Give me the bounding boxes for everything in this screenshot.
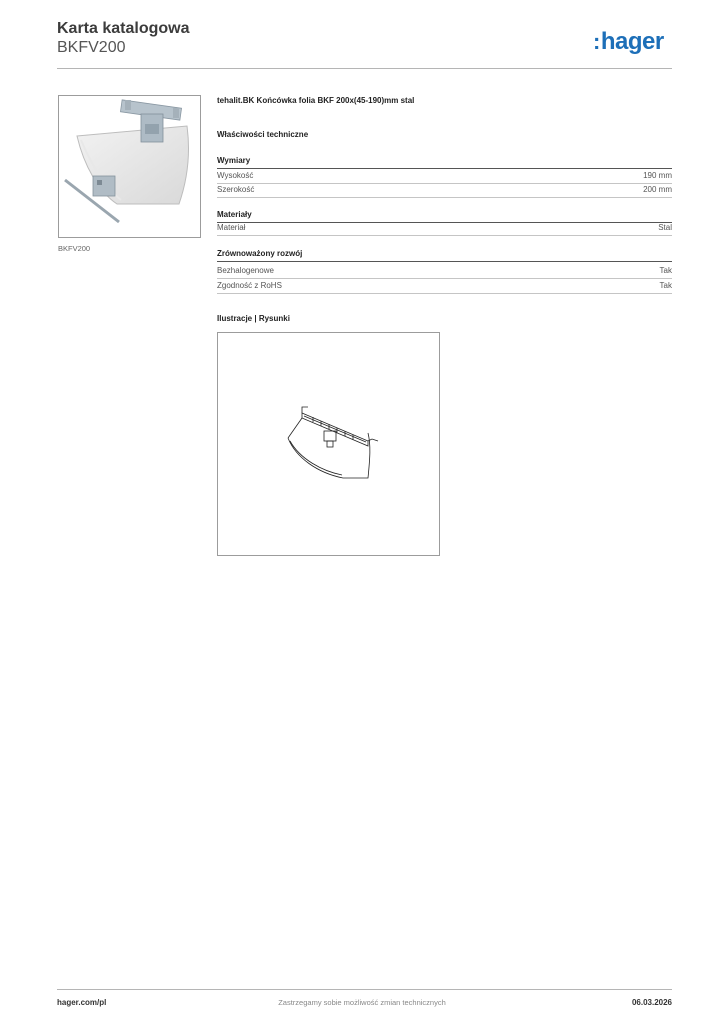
tech-section-title: Właściwości techniczne [217, 130, 309, 139]
spec-label: Bezhalogenowe [217, 266, 274, 275]
footer-website-link[interactable]: hager.com/pl [57, 998, 107, 1007]
spec-label: Wysokość [217, 171, 254, 180]
spec-value: Stal [658, 223, 672, 232]
product-photo-image [59, 96, 200, 237]
spec-row-width [217, 184, 672, 198]
spec-label: Zgodność z RoHS [217, 281, 282, 290]
spec-row-halogen-free [217, 265, 672, 279]
document-title: Karta katalogowa [57, 20, 190, 37]
spec-value: 200 mm [643, 185, 672, 194]
spec-value: Tak [659, 281, 672, 290]
spec-row-height [217, 170, 672, 184]
product-code: BKFV200 [57, 39, 126, 56]
spec-label: Szerokość [217, 185, 255, 194]
hager-logo: :hager [593, 28, 664, 55]
product-description: tehalit.BK Końcówka folia BKF 200x(45-190)mm stal [217, 96, 415, 105]
group-title-sustainability: Zrównoważony rozwój [217, 249, 672, 258]
header-divider [57, 68, 672, 69]
footer-disclaimer: Zastrzegamy sobie możliwość zmian technicznych [278, 998, 446, 1007]
spec-label: Materiał [217, 223, 246, 232]
footer-divider [57, 989, 672, 990]
group-title-materials: Materiały [217, 210, 672, 219]
group-title-dimensions: Wymiary [217, 156, 672, 165]
technical-drawing [217, 332, 440, 556]
spec-value: Tak [659, 266, 672, 275]
spec-value: 190 mm [643, 171, 672, 180]
footer-date: 06.03.2026 [631, 998, 672, 1007]
technical-drawing-image [218, 333, 439, 555]
product-photo [58, 95, 201, 238]
photo-caption: BKFV200 [58, 244, 91, 253]
illustrations-title: Ilustracje | Rysunki [217, 314, 290, 323]
spec-row-material [217, 222, 672, 236]
spec-row-rohs [217, 280, 672, 294]
